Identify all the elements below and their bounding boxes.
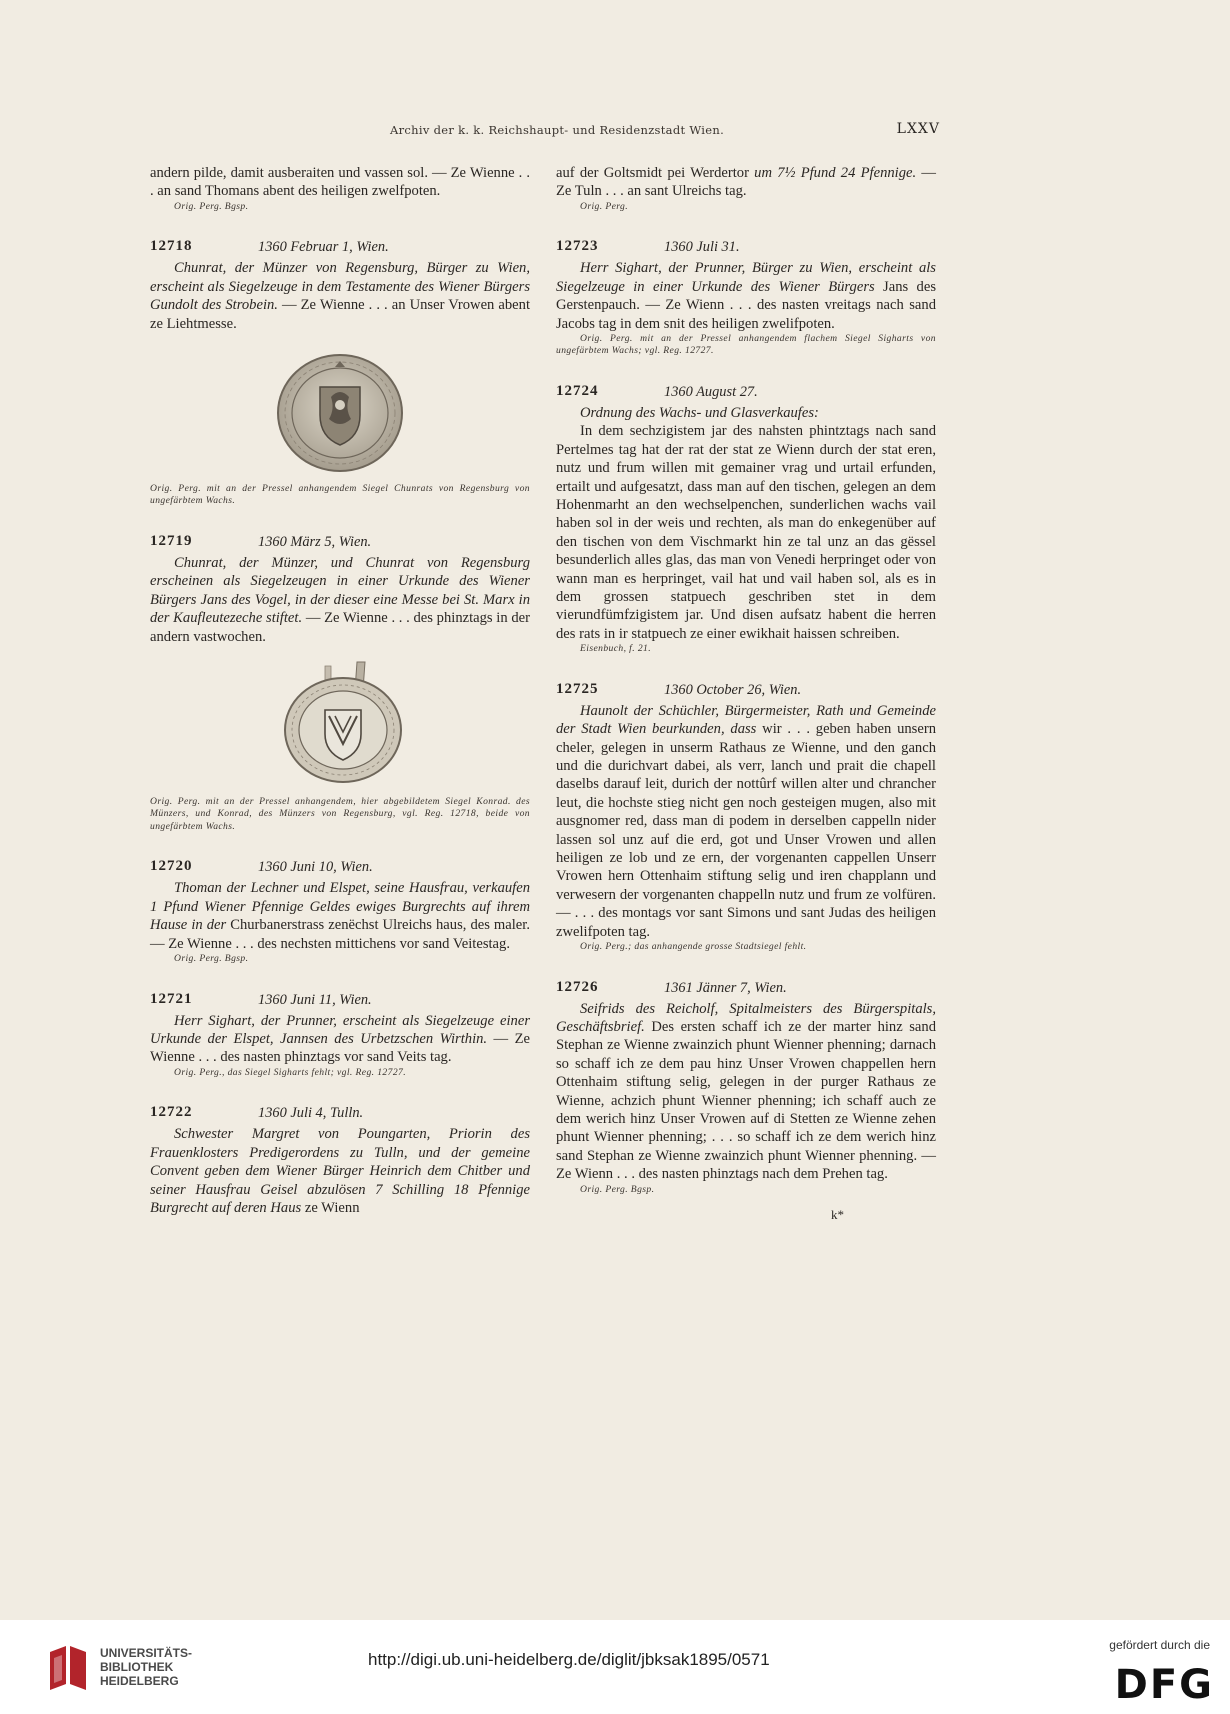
entry-summary: Schwester Margret von Poungarten, Priorin des Frauenklosters Predigerordens zu Tulln, und der gemeine Convent geben dem Wiener Bürger Heinrich dem Chitber und seiner Hausfrau Geisel abzulösen 7 Schilling 18 Pfennige Burgrecht auf deren Haus (150, 1126, 530, 1216)
entry-number: 12726 (556, 978, 599, 995)
library-name-line: UNIVERSITÄTS- (100, 1646, 193, 1660)
entry-note: Orig. Perg. Bgsp. (174, 953, 249, 965)
entry-text: Churbanerstrass zenëchst Ulreichs haus, des maler. — Ze Wienne . . . des nechsten mittichens vor sand Veitestag. (150, 917, 530, 952)
running-head (140, 121, 940, 141)
signature-mark: k* (831, 1207, 844, 1223)
continued-text: andern pilde, damit ausberaiten und vassen sol. — Ze Wienne . . . an sand Thomans abent des heiligen zwelfpoten. (150, 165, 530, 200)
entry-text: — Ze Wienne . . . an Unser Vrowen abent ze Liehtmesse. (150, 297, 530, 332)
dfg-logo: DFG (1114, 1662, 1214, 1708)
round-seal-illustration (265, 347, 415, 477)
library-name-line: BIBLIOTHEK (100, 1660, 174, 1674)
entry-number: 12719 (150, 532, 193, 549)
entry-header (150, 857, 530, 879)
entry-12726 (556, 978, 936, 1225)
entry-number: 12723 (556, 238, 599, 255)
continued-note: Orig. Perg. (580, 200, 629, 212)
library-name (100, 1646, 192, 1688)
entry-text: ze Wienn (301, 1199, 360, 1216)
seal-on-strap-illustration (265, 660, 415, 790)
entry-summary: Herr Sighart, der Prunner, Bürger zu Wien, erscheint als Siegelzeuge in einer Urkunde des Wiener Bürgers (556, 260, 936, 295)
entry-header (556, 978, 936, 1000)
entry-body (556, 702, 936, 941)
entry-date: 1360 Juni 10, Wien. (258, 859, 373, 876)
permalink-url[interactable]: http://digi.ub.uni-heidelberg.de/diglit/jbksak1895/0571 (368, 1650, 770, 1669)
viewer-footer (0, 1620, 1230, 1714)
entry-note: Orig. Perg. mit an der Pressel anhangendem flachem Siegel Sigharts von ungefärbtem Wachs; vgl. Reg. 12727. (556, 332, 936, 357)
entry-body (150, 1125, 530, 1217)
entry-text: — Ze Wienne . . . des nasten phinztags vor sand Veits tag. (150, 1031, 530, 1066)
entry-note: Orig. Perg. mit an der Pressel anhangendem, hier abgebildetem Siegel Konrad. des Münzers, und Konrad, des Münzers von Regensburg, vgl. Reg. 12718, beide von ungefärbtem Wachs. (150, 795, 530, 832)
entry-number: 12722 (150, 1104, 193, 1121)
entry-text: In dem sechzigistem jar des nahsten phintztags nach sand Pertelmes tag hat der rat der stat ze Wienn durch der stat eren, nutz und frum willen mit gemainer vrag und urtail erfunden, ertailt und aufgesatzt, dass man auf den tischen, gelegen an dem Hohenmarht an den wechselpenchen, sunderlichen wachs vail haben sol in der weis und rechten, als man do enkegenüber auf den tischen von dem Vischmarkt hin ze tal unz an das gëssel besunderlich alles glas, das man von Venedi herpringet oder von wann man es herpringet, vail hat und vail haben sol, als es in dem grossen statpuech geschriben stet in dem vierundfümfzigistem jar. Und disen aufsatz habent die herren des rats in ir statpuech ze einer ewikhait haissen schreiben. (556, 423, 936, 642)
entry-header (150, 532, 530, 554)
entry-date: 1360 März 5, Wien. (258, 533, 372, 550)
entry-body (150, 259, 530, 333)
entry-date: 1360 Juni 11, Wien. (258, 991, 372, 1008)
entry-header (150, 1103, 530, 1125)
entry-note: Orig. Perg.; das anhangende grosse Stadtsiegel fehlt. (580, 941, 807, 952)
entry-date: 1360 October 26, Wien. (664, 681, 802, 698)
entry-summary: Chunrat, der Münzer, und Chunrat von Regensburg erscheinen als Siegelzeugen in einer Urkunde des Wiener Bürgers Jans des Vogel, in der dieser eine Messe bei St. Marx in der Kaufleutezeche stiftet. (150, 554, 530, 627)
entry-note: Orig. Perg. mit an der Pressel anhangendem Siegel Chunrats von Regensburg von ungefärbtem Wachs. (150, 482, 530, 507)
entry-body (150, 1012, 530, 1067)
continued-text-amount: um 7½ Pfund 24 Pfennige. (748, 165, 917, 181)
library-name-line: HEIDELBERG (100, 1674, 179, 1688)
entry-text: — Ze Wienne . . . des phinztags in der andern vastwochen. (150, 610, 530, 645)
entry-note: Orig. Perg., das Siegel Sigharts fehlt; vgl. Reg. 12727. (174, 1066, 407, 1078)
entry-body (150, 554, 530, 646)
entry-12723 (556, 237, 936, 358)
running-title: Archiv der k. k. Reichshaupt- und Residenzstadt Wien. (390, 123, 725, 137)
entry-summary: Ordnung des Wachs- und Glasverkaufes: (580, 404, 819, 421)
entry-12725 (556, 680, 936, 954)
entry-note: Orig. Perg. Bgsp. (580, 1183, 655, 1195)
entry-summary: Seifrids des Reicholf, Spitalmeisters des Bürgerspitals, Geschäftsbrief. (556, 1000, 936, 1035)
funding-caption: gefördert durch die (1109, 1638, 1210, 1652)
entry-12724 (556, 382, 936, 656)
entry-date: 1360 Juli 31. (664, 239, 740, 256)
entry-summary: Chunrat, der Münzer von Regensburg, Bürger zu Wien, erscheint als Siegelzeuge in dem Testamente des Wiener Bürgers Gundolt des Strobein. (150, 260, 530, 314)
entry-body (556, 259, 936, 333)
entry-header (556, 382, 936, 404)
entry-number: 12725 (556, 680, 599, 697)
seal-image-konrad (150, 660, 530, 790)
entry-header (150, 237, 530, 259)
entry-12718 (150, 237, 530, 508)
entry-number: 12718 (150, 238, 193, 255)
entry-summary: Thoman der Lechner und Elspet, seine Hausfrau, verkaufen 1 Pfund Wiener Pfennige Geldes ewiges Burgrechts auf ihrem Hause in der (150, 880, 530, 934)
entry-header (556, 237, 936, 259)
entry-number: 12724 (556, 382, 599, 399)
entry-text: Des ersten schaff ich ze der marter hinz sand Stephan ze Wienne zwainzich phunt Wienner phenning; darnach so schaff ich ze dem pau hinz Unser Vrowen chappellen hern Ottenhaim stiftung selig, gelegen in der purger Rathaus ze Wienne, achzich phunt Wienner phenning; ich schaff auch ze dem werich hinz Unser Vrowen auf di Stetten ze Wienne zehen phunt Wienner phenning; . . . so schaff ich ze dem werich hinz sand Stephan ze Wienne zwainzich phunt Wienner phenning. — Ze Wienn . . . des nasten phinztags nach dem Prehen tag. (556, 1018, 936, 1183)
entry-date: 1360 Juli 4, Tulln. (258, 1105, 364, 1122)
entry-body (556, 1000, 936, 1184)
continued-note: Orig. Perg. Bgsp. (174, 200, 249, 212)
entry-body (150, 879, 530, 953)
continued-text-part: auf der Goltsmidt pei Werdertor (556, 165, 749, 181)
left-column (150, 164, 530, 1217)
entry-12719 (150, 532, 530, 834)
continued-text-end: — Ze Tuln . . . an sant Ulreichs tag. (556, 165, 936, 200)
entry-text: wir . . . geben haben unsern cheler, gelegen in unserm Rathaus ze Wienne, und den ganch und die durichvart dabei, als verr, lanch und prait die chapell daselbs darauf leit, durich der nottûrf willen alter und chrancher leut, die hochste stieg nicht gen noch gesteigen mugen, also mit ausgnomer red, dass man di podem in derselben cappelln nider lassen sol unz auf die erd, got und Unser Vrowen und allen heiligen ze lob und ze ern, der vorgenanten cappellen Unserr Vrowen hern Ottenhaim stiftung selig und iren chapplann und verwesern der vorgenanten chappelln nutz und frum ze volfüren. — . . . des montags vor sant Simons und sant Judas des heiligen zwelifpoten tag. (556, 721, 936, 940)
page-number: LXXV (896, 121, 940, 137)
entry-text: Jans des Gerstenpauch. — Ze Wienn . . . des nasten vreitags nach sand Jacobs tag in dem snit des heiligen zwelifpoten. (556, 278, 937, 332)
entry-date: 1360 Februar 1, Wien. (258, 239, 389, 256)
university-library-logo-icon (44, 1644, 92, 1696)
entry-date: 1360 August 27. (664, 383, 758, 400)
entry-number: 12720 (150, 858, 193, 875)
entry-summary: Haunolt der Schüchler, Bürgermeister, Rath und Gemeinde der Stadt Wien beurkunden, dass (556, 702, 936, 738)
entry-date: 1361 Jänner 7, Wien. (664, 979, 787, 996)
entry-12720 (150, 857, 530, 965)
entry-12722 (150, 1103, 530, 1217)
entry-header (556, 680, 936, 702)
entry-number: 12721 (150, 990, 193, 1007)
continued-text (556, 164, 936, 201)
seal-image-chunrat (150, 347, 530, 477)
entry-12721 (150, 990, 530, 1080)
entry-note: Eisenbuch, f. 21. (580, 643, 652, 655)
entry-summary: Herr Sighart, der Prunner, erscheint als Siegelzeuge einer Urkunde der Elspet, Jannsen des Urbetzschen Wirthin. (150, 1012, 530, 1047)
right-column (556, 164, 936, 1224)
entry-header (150, 990, 530, 1012)
